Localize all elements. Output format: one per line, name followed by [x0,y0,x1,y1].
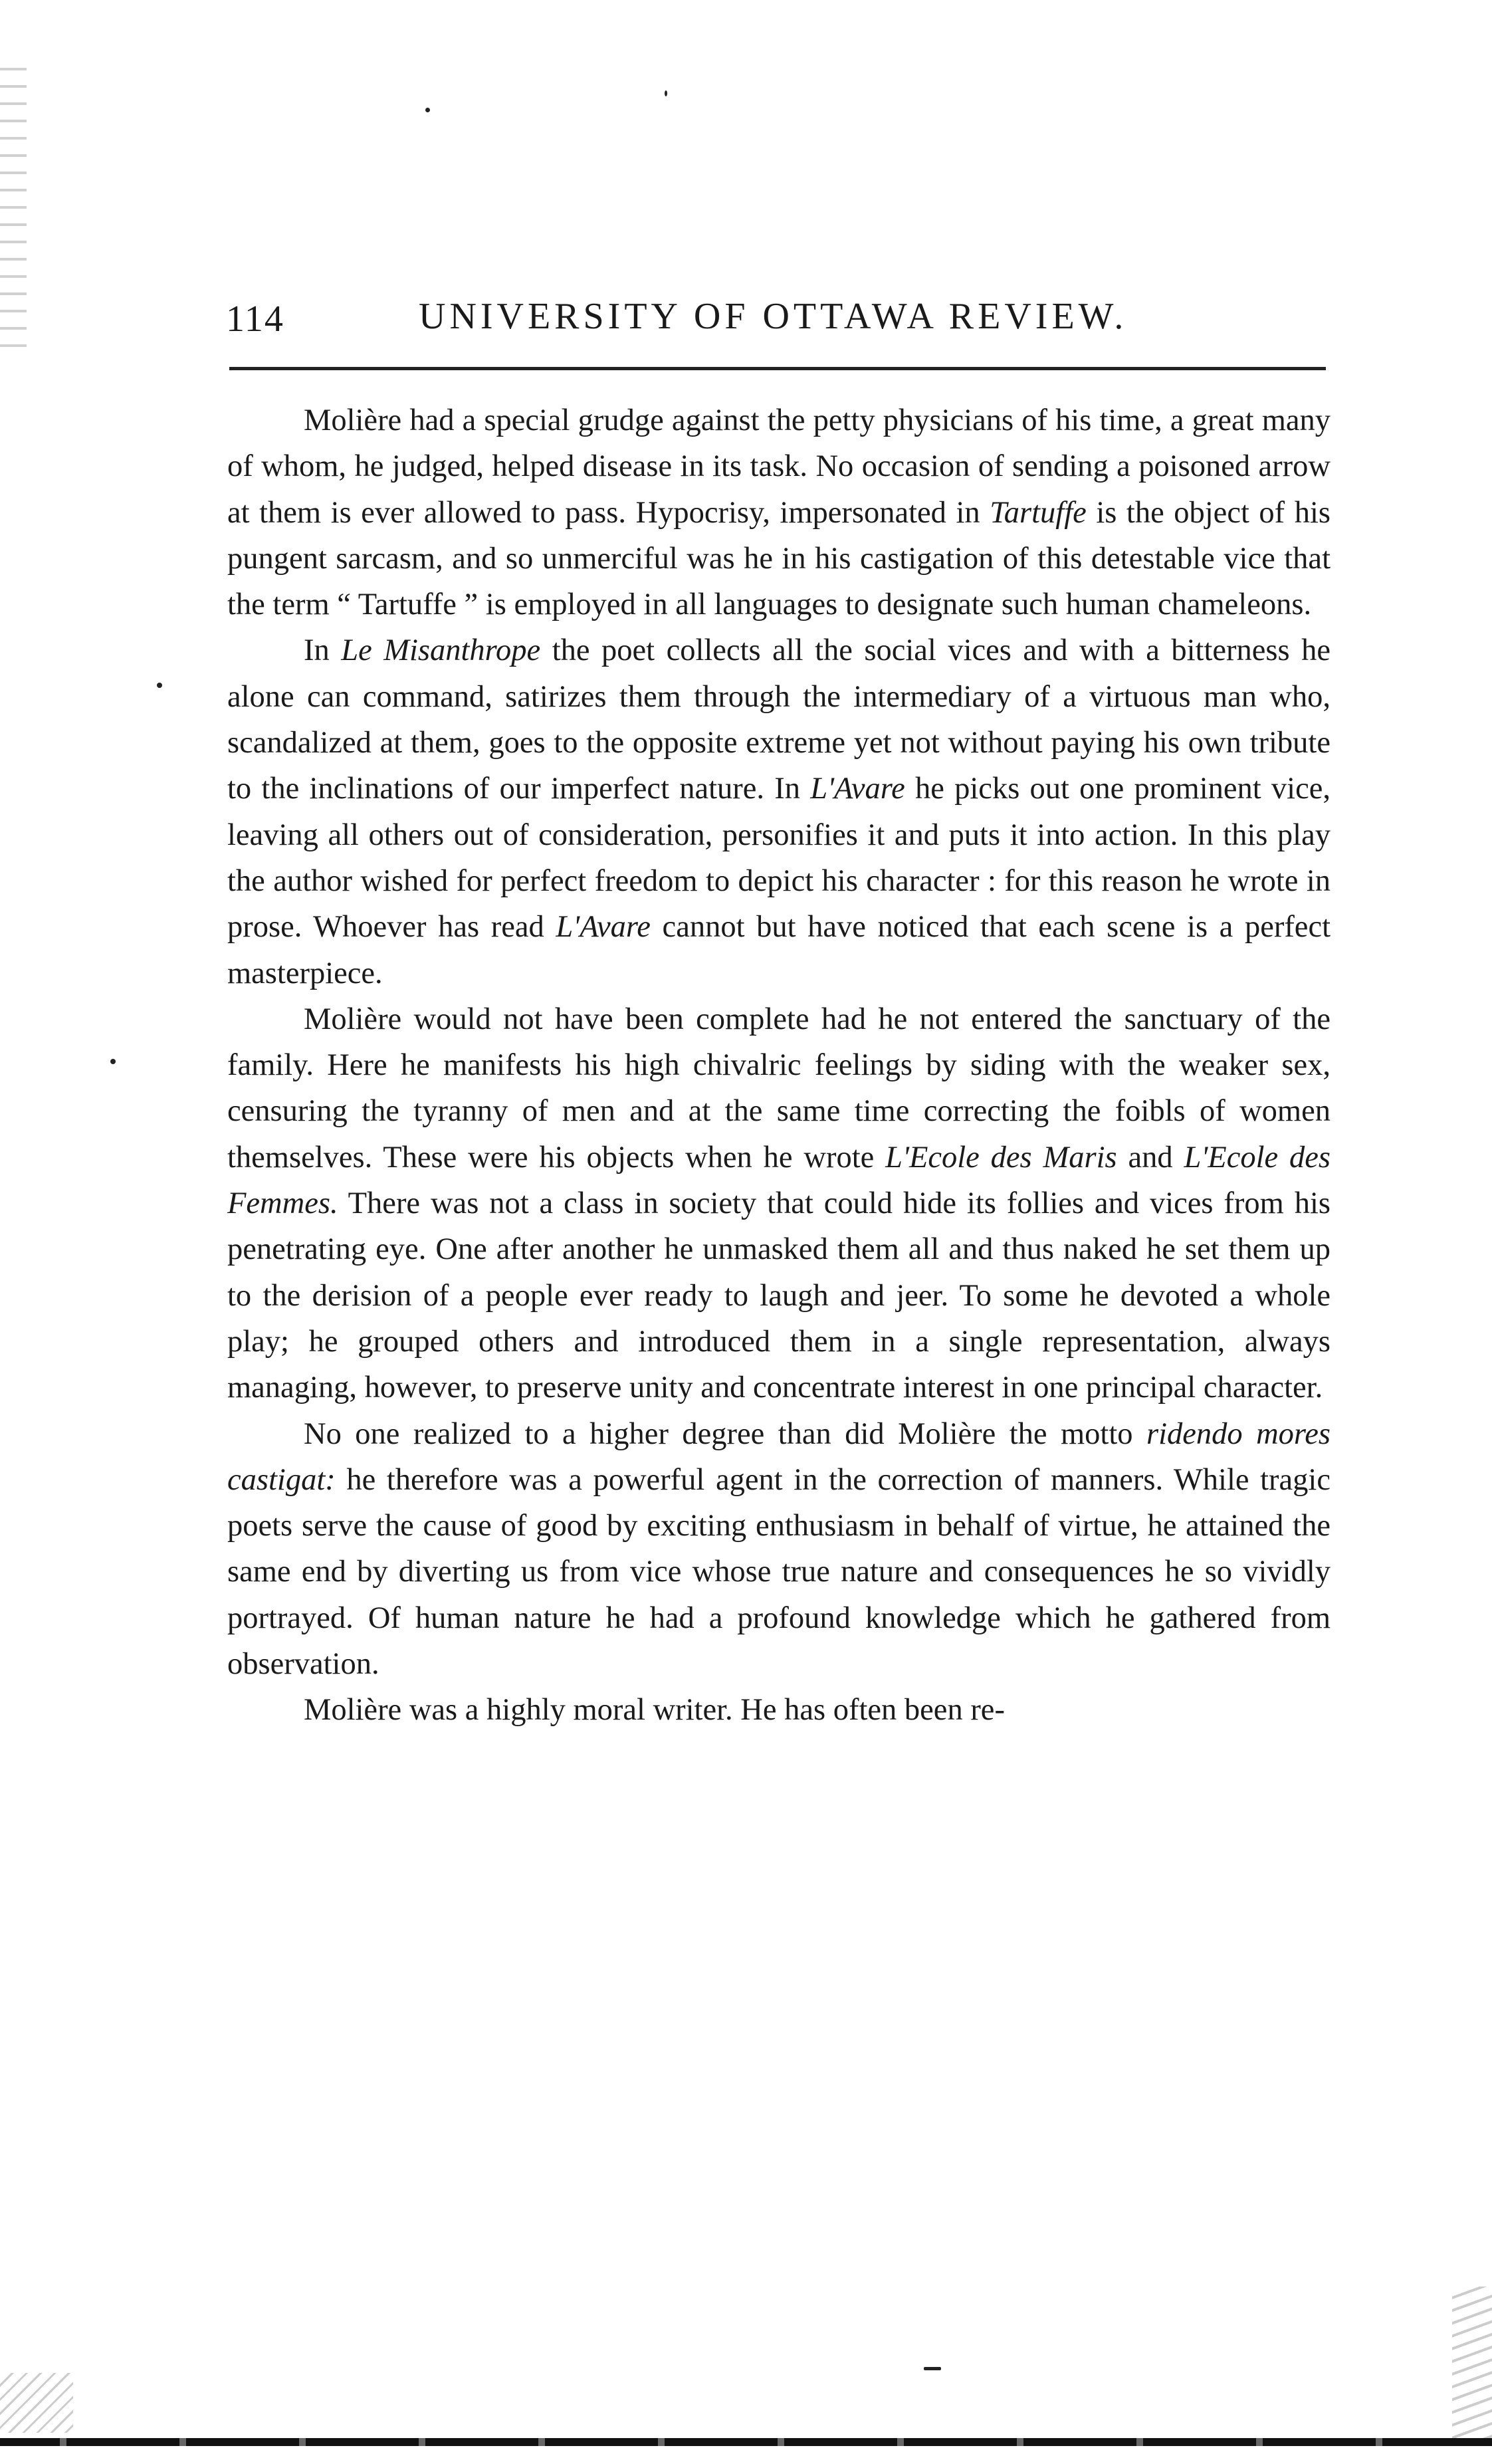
text-run: Molière would not have been complete had he not entered the sanctuary of the family. Here he manifests his high chivalric feelings by siding with the weaker sex, censuring the tyranny of men and at the same time correcting the foibls of women themselves. These were his objects when he wrote [227,1002,1331,1175]
text-run: he therefore was a powerful agent in the correction of manners. While tragic poets serve the cause of good by exciting enthusiasm in behalf of virtue, he attained the same end by diverting us from vice whose true nature and consequences he so vividly portrayed. Of human nature he had a profound knowledge which he gathered from observation. [227,1462,1331,1682]
scan-edge-noise [1452,2287,1492,2439]
text-run: and [1117,1140,1184,1175]
journal-title: UNIVERSITY OF OTTAWA REVIEW. [419,296,1128,337]
text-run: cannot but have noticed that each scene is a perfect masterpiece. [227,910,1331,990]
text-run: In [304,633,342,668]
scan-speck [924,2367,941,2370]
page-number: 114 [226,298,284,340]
text-run: he picks out one prominent vice, leaving all others out of consideration, personifies it and puts it into action. In this play the author wished for perfect freedom to depict his character : for this reason he wrote in prose. Whoever has read [227,772,1331,945]
scan-speck [110,1059,116,1064]
scan-bottom-edge [0,2438,1492,2446]
italic-title-run: L'Avare [556,910,651,945]
text-run: Molière was a highly moral writer. He has often been re- [304,1693,1005,1728]
header-rule [229,367,1326,370]
scan-edge-noise [0,53,27,359]
italic-title-run: Le Misanthrope [341,633,541,668]
italic-title-run: L'Avare [810,772,905,806]
scan-speck [665,90,667,96]
running-head [226,292,1329,352]
paragraph [227,1411,1331,1688]
article-body [227,397,1331,1734]
scan-speck [157,683,162,688]
italic-title-run: L'Ecole des Maris [885,1140,1117,1175]
italic-title-run: Tartuffe [990,495,1087,530]
italic-title-run: L'Ecole des Femmes. [227,1140,1331,1221]
text-run: is the object of his pungent sarcasm, and so unmerciful was he in his castigation of this detestable vice that the term “ Tartuffe ” is employed in all languages to designate such human chameleons. [227,495,1331,622]
scan-edge-noise [0,2373,73,2433]
text-run: the poet collects all the social vices and with a bitterness he alone can command, satirizes them through the intermediary of a virtuous man who, scandalized at them, goes to the opposite extreme yet not without paying his own tribute to the inclinations of our imperfect nature. In [227,633,1331,806]
paragraph [227,1687,1331,1733]
text-run: There was not a class in society that could hide its follies and vices from his penetrating eye. One after another he unmasked them all and thus naked he set them up to the derision of a people ever ready to laugh and jeer. To some he devoted a whole play; he grouped others and introduced them in a single representation, always managing, however, to preserve unity and concentrate interest in one principal character. [227,1186,1331,1405]
paragraph [227,397,1331,627]
paragraph [227,996,1331,1411]
text-run: Molière had a special grudge against the petty physicians of his time, a great many of whom, he judged, helped disease in its task. No occasion of sending a poisoned arrow at them is ever allowed to pass. Hypocrisy, impersonated in [227,403,1331,530]
italic-title-run: ridendo mores castigat: [227,1416,1331,1497]
paragraph [227,627,1331,996]
text-run: No one realized to a higher degree than did Molière the motto [304,1416,1146,1451]
scan-speck [425,108,430,112]
